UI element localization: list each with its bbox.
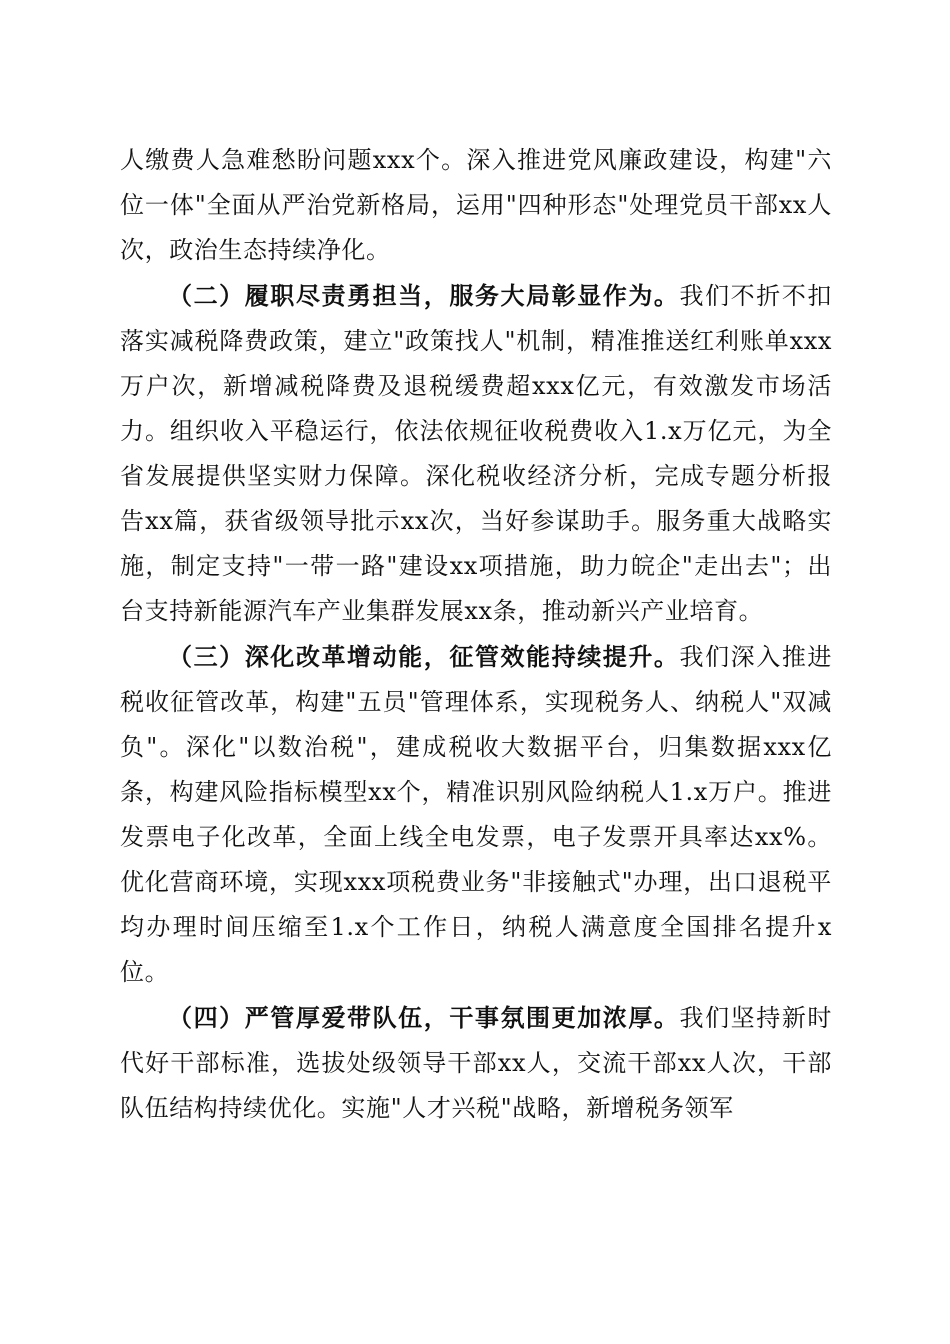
paragraph-3-text: 我们深入推进税收征管改革，构建"五员"管理体系，实现税务人、纳税人"双减负"。深化"以数治税"，建成税收大数据平台，归集数据xxx亿条，构建风险指标模型xx个，精准识别风险纳税人1.x万户。推进发票电子化改革，全面上线全电发票，电子发票开具率达xx%。优化营商环境，实现xxx项税费业务"非接触式"办理，出口退税平均办理时间压缩至1.x个工作日，纳税人满意度全国排名提升x位。 [120, 643, 832, 986]
paragraph-4-text: 我们坚持新时代好干部标准，选拔处级领导干部xx人，交流干部xx人次，干部队伍结构持续优化。实施"人才兴税"战略，新增税务领军 [120, 1004, 832, 1122]
paragraph-4-heading: （四）严管厚爱带队伍，干事氛围更加浓厚。 [168, 1003, 680, 1032]
paragraph-1-text: 人缴费人急难愁盼问题xxx个。深入推进党风廉政建设，构建"六位一体"全面从严治党新格局，运用"四种形态"处理党员干部xx人次，政治生态持续净化。 [120, 146, 832, 264]
paragraph-2-heading: （二）履职尽责勇担当，服务大局彰显作为。 [168, 281, 680, 310]
paragraph-4 [120, 995, 832, 1131]
paragraph-1 [120, 138, 832, 273]
paragraph-3-heading: （三）深化改革增动能，征管效能持续提升。 [168, 642, 680, 671]
paragraph-3 [120, 634, 832, 995]
body-text [120, 138, 832, 1131]
paragraph-2-text: 我们不折不扣落实减税降费政策，建立"政策找人"机制，精准推送红利账单xxx万户次，新增减税降费及退税缓费超xxx亿元，有效激发市场活力。组织收入平稳运行，依法依规征收税费收入1.x万亿元，为全省发展提供坚实财力保障。深化税收经济分析，完成专题分析报告xx篇，获省级领导批示xx次，当好参谋助手。服务重大战略实施，制定支持"一带一路"建设xx项措施，助力皖企"走出去"；出台支持新能源汽车产业集群发展xx条，推动新兴产业培育。 [120, 282, 832, 625]
paragraph-2 [120, 273, 832, 634]
